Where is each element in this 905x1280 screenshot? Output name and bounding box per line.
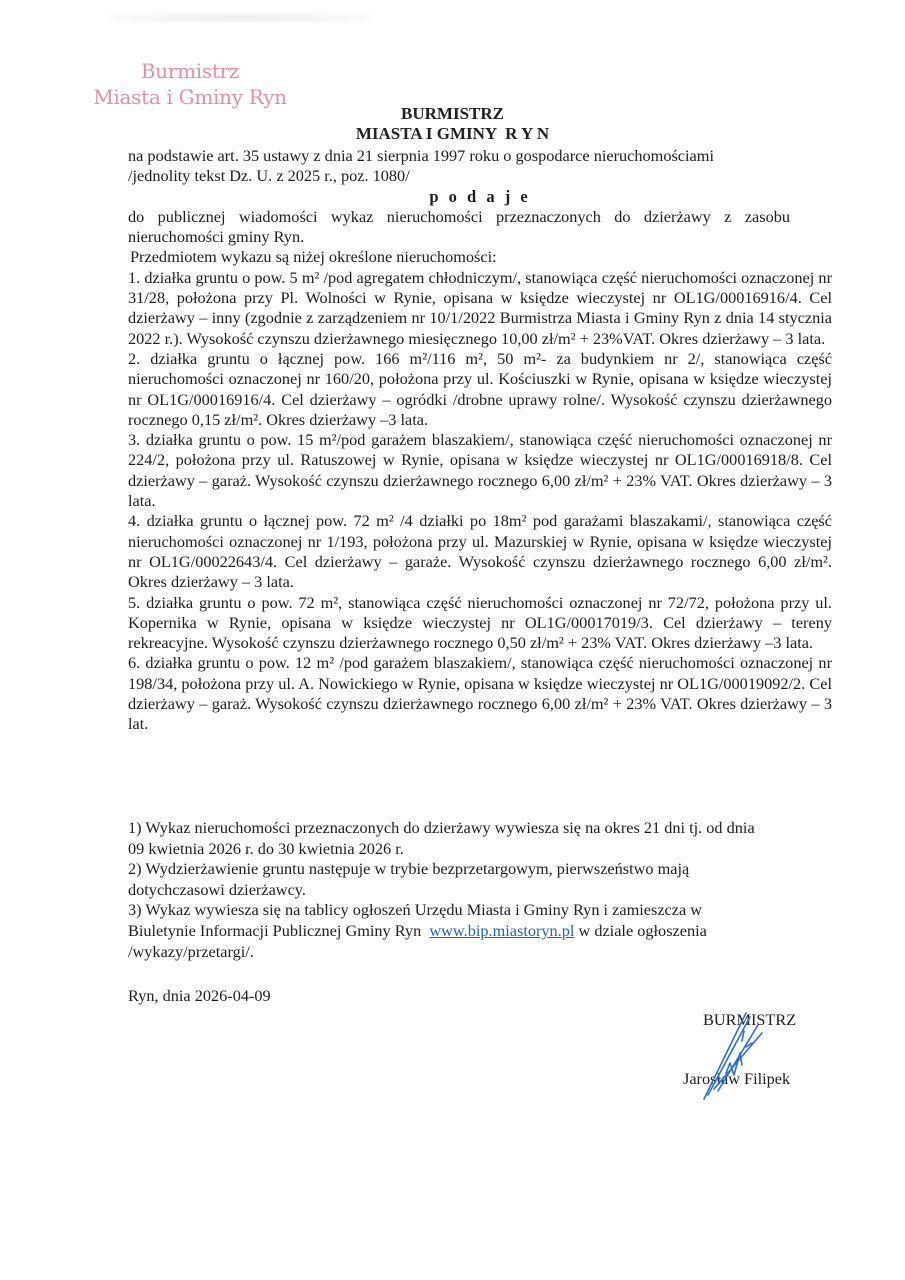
signatory-title: BURMISTRZ <box>703 1010 797 1029</box>
handwritten-signature-icon <box>700 1003 780 1103</box>
scan-artifact <box>110 14 370 22</box>
note-3-line-1: 3) Wykaz wywiesza się na tablicy ogłoszeń Urzędu Miasta i Gminy Ryn i zamieszcza w <box>128 900 703 920</box>
note-1-line-1: 1) Wykaz nieruchomości przeznaczonych do dzierżawy wywiesza się na okres 21 dni tj. od dnia <box>128 818 755 837</box>
public-notice: do publicznej wiadomości wykaz nieruchomości przeznaczonych do dzierżawy z zasobu nieruchomości gminy Ryn. <box>128 206 790 247</box>
note-3-line-3: /wykazy/przetargi/. <box>128 941 254 961</box>
property-item-1: 1. działka gruntu o pow. 5 m² /pod agregatem chłodniczym/, stanowiąca część nieruchomości oznaczonej nr 31/28, położona przy Pl. Wolności w Rynie, opisana w księdze wieczystej nr OL1G/00016916/4. Cel dzierżawy – inny (zgodnie z zarządzeniem nr 10/1/2022 Burmistrza Miasta i Gminy Ryn z dnia 14 stycznia 2022 r.). Wysokość czynszu dzierżawnego miesięcznego 10,00 zł/m² + 23%VAT. Okres dzierżawy – 3 lata. <box>128 267 832 348</box>
signatory-name: Jarosław Filipek <box>683 1069 791 1088</box>
note-3-text-before-link: Biuletynie Informacji Publicznej Gminy Ryn <box>128 920 430 940</box>
document-title-line-2: MIASTA I GMINY R Y N <box>355 124 550 143</box>
office-stamp <box>80 58 300 110</box>
property-item-2: 2. działka gruntu o łącznej pow. 166 m²/116 m², 50 m²- za budynkiem nr 2/, stanowiąca część nieruchomości oznaczonej nr 160/20, położona przy ul. Kościuszki w Rynie, opisana w księdze wieczystej nr OL1G/00016916/4. Cel dzierżawy – ogródki /drobne uprawy rolne/. Wysokość czynszu dzierżawnego rocznego 0,15 zł/m². Okres dzierżawy –3 lata. <box>128 348 832 429</box>
property-item-4: 4. działka gruntu o łącznej pow. 72 m² /4 działki po 18m² pod garażami blaszakami/, stanowiąca część nieruchomości oznaczonej nr 1/193, położona przy ul. Mazurskiej w Rynie, opisana w księdze wieczystej nr OL1G/00022643/4. Cel dzierżawy – garaże. Wysokość czynszu dzierżawnego rocznego 6,00 zł/m². Okres dzierżawy – 3 lata. <box>128 511 832 592</box>
property-item-5: 5. działka gruntu o pow. 72 m², stanowiąca część nieruchomości oznaczonej nr 72/72, położona przy ul. Kopernika w Rynie, opisana w księdze wieczystej nr OL1G/00017019/3. Cel dzierżawy – tereny rekreacyjne. Wysokość czynszu dzierżawnego rocznego 0,50 zł/m² + 23% VAT. Okres dzierżawy –3 lata. <box>128 592 832 653</box>
property-item-3: 3. działka gruntu o pow. 15 m²/pod garażem blaszakiem/, stanowiąca część nieruchomości oznaczonej nr 224/2, położona przy ul. Ratuszowej w Rynie, opisana w księdze wieczystej nr OL1G/00016918/8. Cel dzierżawy – garaż. Wysokość czynszu dzierżawnego rocznego 6,00 zł/m² + 23% VAT. Okres dzierżawy – 3 lata. <box>128 430 832 511</box>
announces-heading: p o d a j e <box>429 186 531 206</box>
note-1-line-2: 09 kwietnia 2026 r. do 30 kwietnia 2026 r. <box>128 838 404 858</box>
note-3-text-after-link: w dziale ogłoszenia <box>574 920 707 940</box>
legal-basis-line-2: /jednolity tekst Dz. U. z 2025 r., poz. 1080/ <box>128 166 410 186</box>
property-item-6: 6. działka gruntu o pow. 12 m² /pod garażem blaszakiem/, stanowiąca część nieruchomości oznaczonej nr 198/34, położona przy ul. A. Nowickiego w Rynie, opisana w księdze wieczystej nr OL1G/00019092/2. Cel dzierżawy – garaż. Wysokość czynszu dzierżawnego rocznego 6,00 zł/m² + 23% VAT. Okres dzierżawy – 3 lat. <box>128 653 832 734</box>
legal-basis-line-1: na podstawie art. 35 ustawy z dnia 21 sierpnia 1997 roku o gospodarce nieruchomościami <box>128 146 714 165</box>
note-2-line-2: dotychczasowi dzierżawcy. <box>128 879 306 899</box>
notes-section <box>128 818 848 962</box>
document-title-line-1: BURMISTRZ <box>401 104 504 123</box>
stamp-line-2: Miasta i Gminy Ryn <box>93 85 287 109</box>
bip-website-link[interactable]: www.bip.miastoryn.pl <box>429 920 575 940</box>
place-and-date: Ryn, dnia 2026-04-09 <box>128 986 271 1005</box>
subject-intro: Przedmiotem wykazu są niżej określone nieruchomości: <box>130 247 497 267</box>
note-3-line-2 <box>128 921 848 942</box>
stamp-line-1: Burmistrz <box>140 59 240 83</box>
note-2-line-1: 2) Wydzierżawienie gruntu następuje w trybie bezprzetargowym, pierwszeństwo mają <box>128 859 690 879</box>
document-body <box>128 146 832 735</box>
